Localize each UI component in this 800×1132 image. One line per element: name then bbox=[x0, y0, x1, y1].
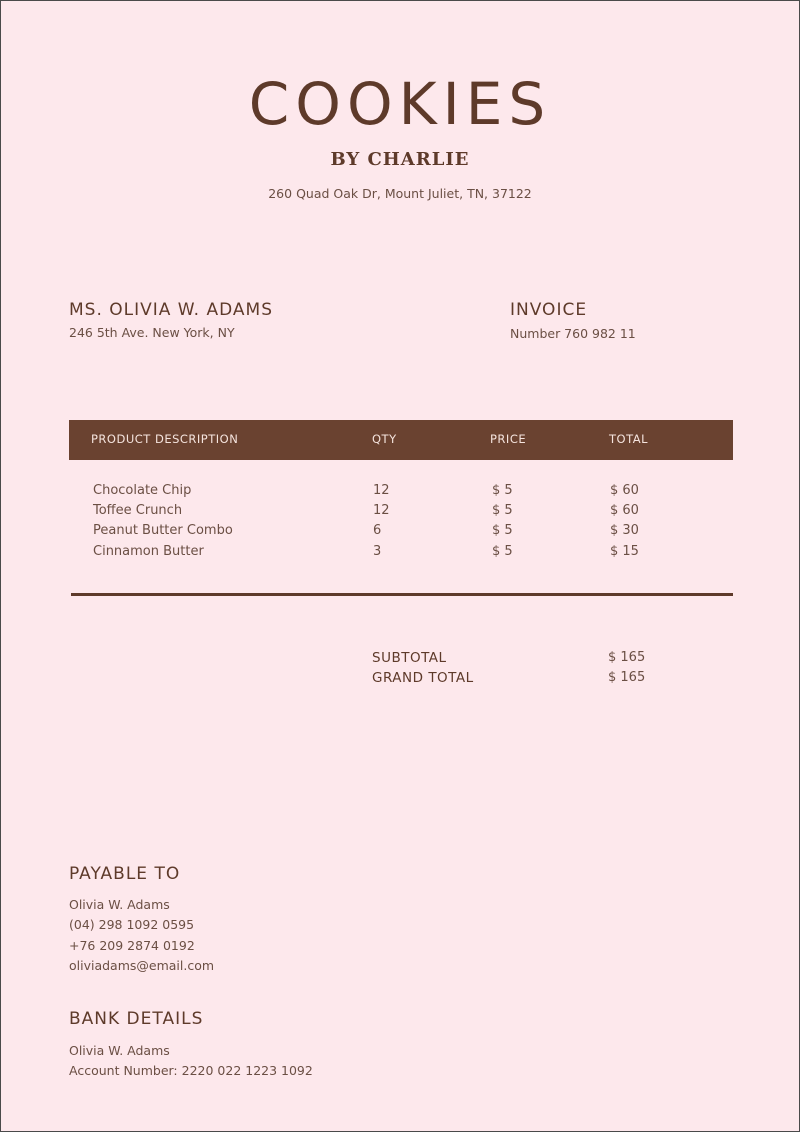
row-description: Peanut Butter Combo bbox=[93, 523, 233, 538]
subtotal-label: SUBTOTAL bbox=[372, 650, 447, 666]
table-divider bbox=[71, 593, 733, 596]
brand-address: 260 Quad Oak Dr, Mount Juliet, TN, 37122 bbox=[268, 186, 532, 201]
row-price: $ 5 bbox=[492, 523, 513, 538]
table-header bbox=[69, 420, 733, 460]
grand-total-label: GRAND TOTAL bbox=[372, 670, 474, 686]
table-row bbox=[1, 544, 800, 564]
row-description: Cinnamon Butter bbox=[93, 544, 204, 559]
row-price: $ 5 bbox=[492, 544, 513, 559]
table-row bbox=[1, 523, 800, 543]
payable-email: oliviadams@email.com bbox=[69, 958, 215, 973]
row-price: $ 5 bbox=[492, 503, 513, 518]
payable-phone-1: (04) 298 1092 0595 bbox=[69, 917, 195, 932]
payable-to-title: PAYABLE TO bbox=[69, 864, 181, 884]
table-row bbox=[1, 503, 800, 523]
row-total: $ 30 bbox=[610, 523, 639, 538]
row-total: $ 60 bbox=[610, 483, 639, 498]
payable-name: Olivia W. Adams bbox=[69, 897, 170, 912]
customer-address: 246 5th Ave. New York, NY bbox=[69, 325, 235, 340]
bank-name: Olivia W. Adams bbox=[69, 1043, 170, 1058]
customer-name: MS. OLIVIA W. ADAMS bbox=[69, 300, 273, 320]
row-qty: 12 bbox=[373, 503, 390, 518]
table-row bbox=[1, 483, 800, 503]
row-total: $ 15 bbox=[610, 544, 639, 559]
row-qty: 12 bbox=[373, 483, 390, 498]
brand-title: COOKIES bbox=[248, 70, 552, 138]
row-description: Toffee Crunch bbox=[93, 503, 183, 518]
row-total: $ 60 bbox=[610, 503, 639, 518]
grand-total-value: $ 165 bbox=[608, 670, 646, 685]
header-total: TOTAL bbox=[609, 432, 648, 446]
row-qty: 6 bbox=[373, 523, 382, 538]
header-price: PRICE bbox=[490, 432, 527, 446]
brand-subtitle: BY CHARLIE bbox=[330, 149, 470, 170]
subtotal-value: $ 165 bbox=[608, 650, 646, 665]
bank-details-title: BANK DETAILS bbox=[69, 1009, 204, 1029]
invoice-number: Number 760 982 11 bbox=[510, 326, 636, 341]
invoice-label: INVOICE bbox=[510, 300, 588, 320]
row-price: $ 5 bbox=[492, 483, 513, 498]
payable-phone-2: +76 209 2874 0192 bbox=[69, 938, 195, 953]
bank-account: Account Number: 2220 022 1223 1092 bbox=[69, 1063, 313, 1078]
header-description: PRODUCT DESCRIPTION bbox=[91, 432, 239, 446]
row-qty: 3 bbox=[373, 544, 382, 559]
row-description: Chocolate Chip bbox=[93, 483, 192, 498]
header-qty: QTY bbox=[372, 432, 397, 446]
